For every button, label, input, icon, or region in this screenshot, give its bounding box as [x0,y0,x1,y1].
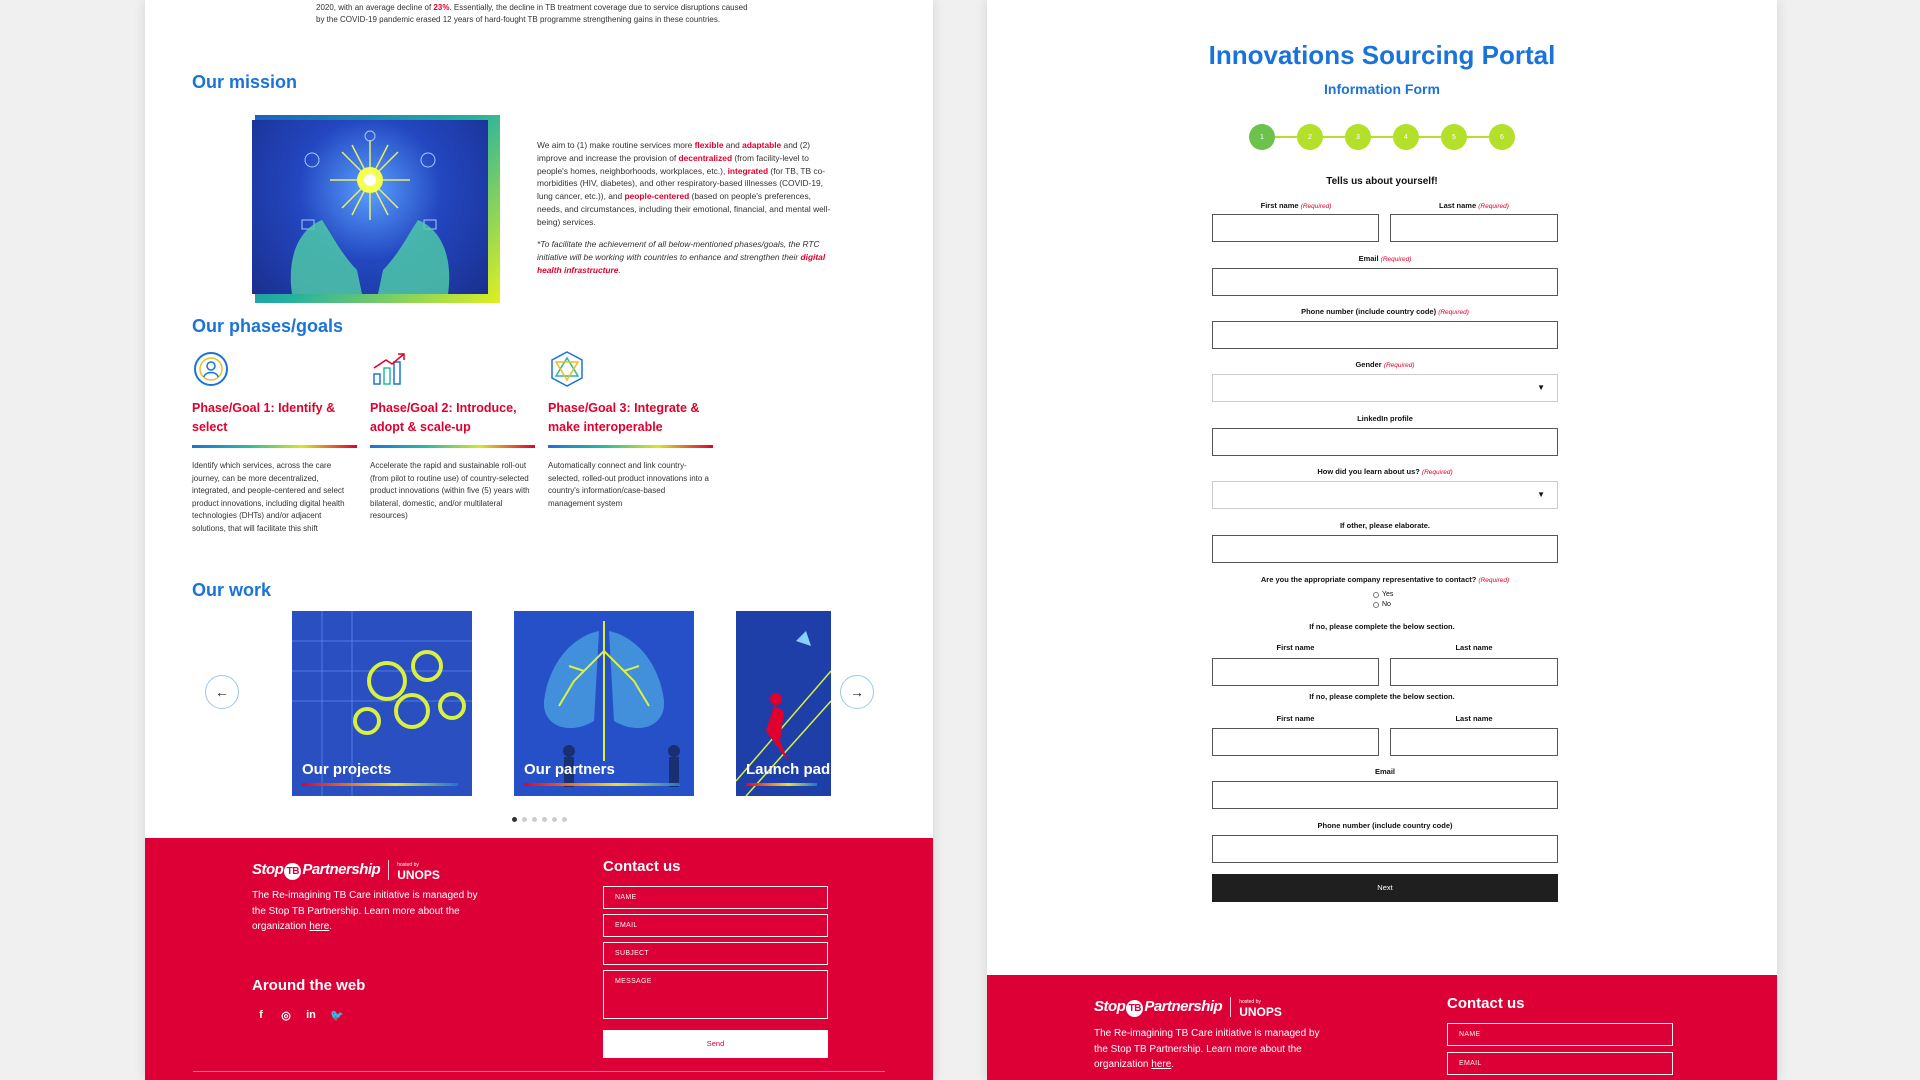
footer-subject-input[interactable]: SUBJECT [603,942,828,965]
footer-about-text: The Re-imagining TB Care initiative is managed by the Stop TB Partnership. Learn more about the organization here. [1094,1028,1320,1070]
footer-here-link[interactable]: here [1151,1059,1172,1070]
carousel-dot[interactable] [512,817,517,822]
alt2-first-name-input[interactable] [1212,728,1379,756]
arrow-left-icon: ← [215,684,229,700]
alt2-last-name-input[interactable] [1390,728,1558,756]
work-heading: Our work [192,580,272,600]
phase-goal-3 [548,350,713,510]
carousel-dot[interactable] [552,817,557,822]
alt-phone-label: Phone number (include country code) [1317,821,1453,830]
card-underline [302,783,458,786]
how-learn-select[interactable] [1212,481,1558,509]
linkedin-icon[interactable]: in [306,1009,316,1021]
phase-goal-1 [192,350,357,535]
next-button[interactable]: Next [1212,874,1558,902]
intro-paragraph: 2020, with an average decline of 23%. Essentially, the decline in TB treatment coverage due to service disruptions caused by the COVID-19 pandemic erased 12 years of hard-fought TB programme strengthening gains in these countries. [316,3,748,24]
card-underline [524,783,680,786]
mission-heading: Our mission [192,72,298,92]
form-heading: Tells us about yourself! [1326,176,1438,187]
radio-yes[interactable]: Yes [1373,591,1393,598]
phone-label: Phone number (include country code) (Required) [1301,307,1469,316]
card-label: Launch pad [746,761,831,778]
how-learn-label: How did you learn about us? (Required) [1317,467,1453,476]
instagram-icon[interactable]: ◎ [281,1010,291,1022]
elaborate-input[interactable] [1212,535,1558,563]
phase-goal-title: Phase/Goal 1: Identify & select [192,401,336,434]
around-web-heading: Around the web [252,977,366,994]
phases-heading: Our phases/goals [192,316,344,336]
radio-yes-circle[interactable] [1373,592,1379,598]
alt2-last-name-label: Last name [1455,714,1493,723]
representative-label: Are you the appropriate company representative to contact? (Required) [1260,575,1510,584]
step-2[interactable]: 2 [1297,124,1323,150]
phase-goal-title: Phase/Goal 2: Introduce, adopt & scale-up [370,401,517,434]
step-3[interactable]: 3 [1345,124,1371,150]
alt-phone-input[interactable] [1212,835,1558,863]
phone-input[interactable] [1212,321,1558,349]
carousel-prev-button[interactable] [205,675,239,709]
carousel-dot[interactable] [542,817,547,822]
arrow-right-icon: → [850,684,864,700]
footer-divider [193,1071,885,1072]
alt-email-input[interactable] [1212,781,1558,809]
right-footer [987,975,1777,1080]
last-name-input[interactable] [1390,214,1558,242]
left-page-panel [145,0,933,1080]
if-no-note: If no, please complete the below section. [1309,622,1455,631]
footer-here-link[interactable]: here [309,921,330,932]
mission-illustration [252,110,500,303]
send-button[interactable]: Send [603,1030,828,1058]
step-5[interactable]: 5 [1441,124,1467,150]
elaborate-label: If other, please elaborate. [1339,521,1431,530]
left-footer [145,838,933,1080]
first-name-input[interactable] [1212,214,1379,242]
phase-divider [370,445,535,448]
alt-last-name-input[interactable] [1390,658,1558,686]
step-indicator [1249,124,1515,150]
stop-tb-logo: Stop TB Partnership hosted by UNOPS [1094,997,1282,1019]
stop-tb-logo: Stop TB Partnership hosted by UNOPS [252,860,440,882]
footer-name-input[interactable]: NAME [603,886,828,909]
radio-no[interactable]: No [1373,601,1391,608]
phase-divider [548,445,713,448]
phase-goal-2 [370,350,535,523]
person-circle-icon [192,350,230,388]
phase-goal-text: Automatically connect and link country-selected, rolled-out product innovations into a country's information/case-based management system [548,461,709,508]
step-4[interactable]: 4 [1393,124,1419,150]
carousel-next-button[interactable] [840,675,874,709]
phase-goal-text: Accelerate the rapid and sustainable roll-out (from pilot to routine use) of country-selected product innovations (within five (5) years with bilateral, domestic, and/or multilateral resources) [370,461,530,520]
step-6[interactable]: 6 [1489,124,1515,150]
mission-note: *To facilitate the achievement of all below-mentioned phases/goals, the RTC initiative will be working with countries to enhance and strengthen their digital health infrastructure. [537,239,826,275]
twitter-icon[interactable]: 🐦 [330,1010,344,1022]
first-name-label: First name (Required) [1260,201,1332,210]
phase-goal-text: Identify which services, across the care journey, can be more decentralized, integrated, and people-centered and select product innovations, including digital health technologies (DHTs) and/or adjacent solutions, that will facilitate this shift [192,461,345,533]
card-label: Our projects [302,761,392,778]
growth-chart-icon [370,350,408,388]
gender-label: Gender (Required) [1355,360,1415,369]
email-input[interactable] [1212,268,1558,296]
card-underline [746,783,817,786]
carousel-dot[interactable] [532,817,537,822]
card-launch-pad[interactable] [736,611,831,796]
social-links [255,1009,342,1022]
alt-last-name-label: Last name [1455,643,1493,652]
alt2-first-name-label: First name [1276,714,1315,723]
footer-about-text: The Re-imagining TB Care initiative is managed by the Stop TB Partnership. Learn more about the organization here. [252,890,478,932]
footer-message-textarea[interactable]: MESSAGE [603,970,828,1019]
footer-email-input[interactable]: EMAIL [1447,1052,1673,1075]
carousel-dots [512,817,567,822]
radio-no-circle[interactable] [1373,602,1379,608]
step-1[interactable]: 1 [1249,124,1275,150]
if-no-note-2: If no, please complete the below section. [1309,692,1455,701]
footer-name-input[interactable]: NAME [1447,1023,1673,1046]
footer-email-input[interactable]: EMAIL [603,914,828,937]
page-title: Innovations Sourcing Portal [1208,40,1556,70]
card-label: Our partners [524,761,615,778]
contact-heading: Contact us [1447,995,1525,1012]
linkedin-label: LinkedIn profile [1357,414,1413,423]
contact-heading: Contact us [603,858,681,875]
last-name-label: Last name (Required) [1439,201,1509,210]
right-page-panel [987,0,1777,1080]
carousel-dot[interactable] [562,817,567,822]
caret-down-icon: ▼ [1537,383,1545,392]
email-label: Email (Required) [1358,254,1412,263]
linkedin-input[interactable] [1212,428,1558,456]
card-our-projects[interactable] [292,611,472,796]
phase-goal-title: Phase/Goal 3: Integrate & make interoperable [548,401,700,434]
alt-first-name-input[interactable] [1212,658,1379,686]
mission-paragraph: We aim to (1) make routine services more flexible and adaptable and (2) improve and increase the provision of decentralized (from facility-level to people's homes, neighborhoods, workplaces, etc.), integrated (for TB, TB co-morbidities (HIV, diabetes), and other respiratory-based illnesses (COVID-19, lung cancer, etc.)), and people-centered (based on people's preferences, needs, and circumstances, including their emotional, financial, and mental well-being) services. [537,140,831,227]
facebook-icon[interactable]: f [259,1009,263,1021]
carousel-dot[interactable] [522,817,527,822]
network-hexagon-icon [548,350,586,388]
card-our-partners[interactable] [514,611,694,796]
gender-select[interactable] [1212,374,1558,402]
alt-first-name-label: First name [1276,643,1315,652]
phase-divider [192,445,357,448]
page-subtitle: Information Form [1324,81,1440,97]
alt-email-label: Email [1374,767,1395,776]
caret-down-icon: ▼ [1537,490,1545,499]
